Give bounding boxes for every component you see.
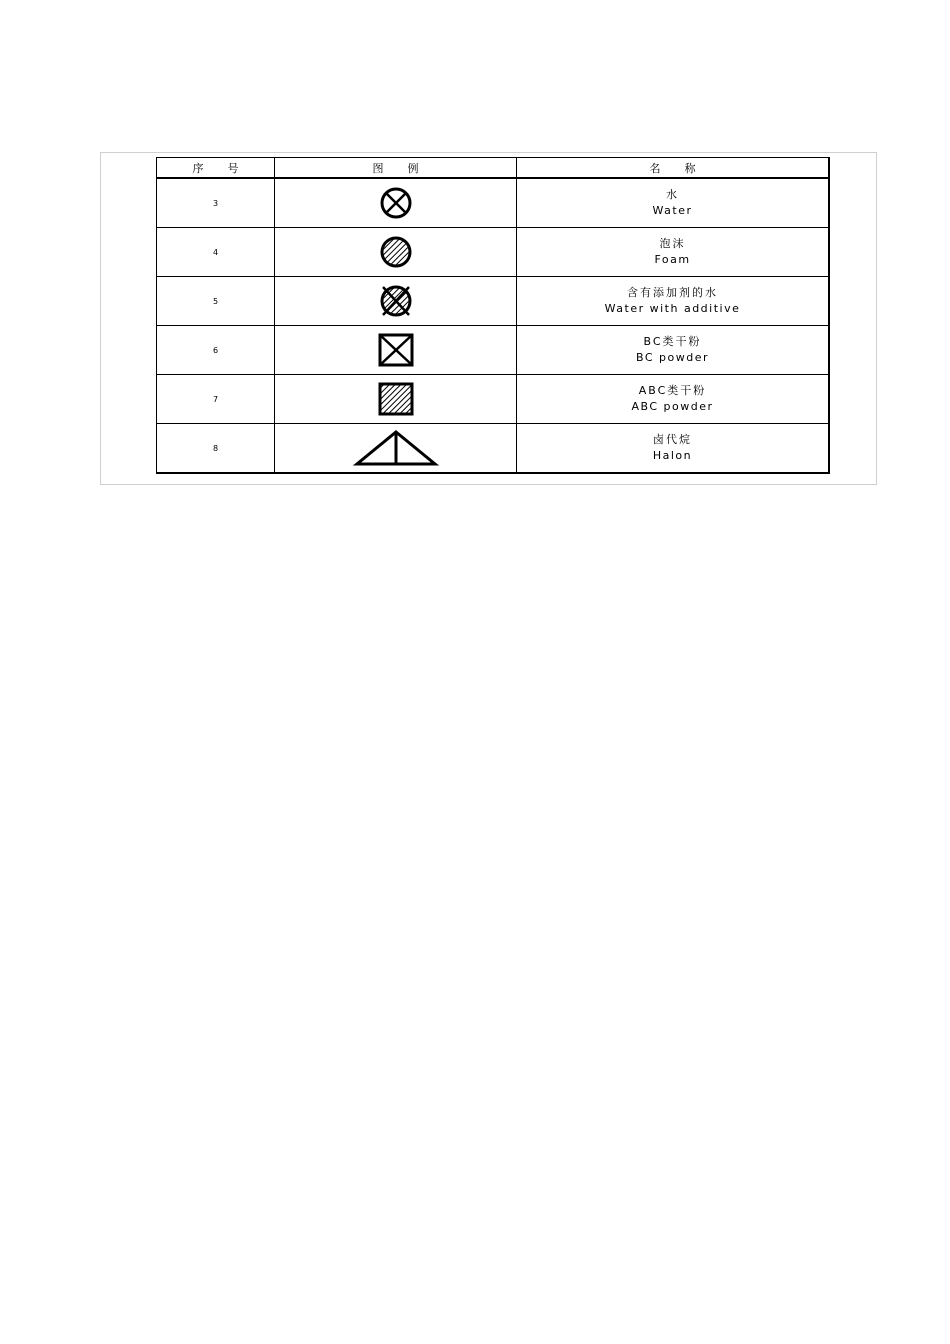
header-name: 名称 [517,158,830,179]
row-number: 5 [157,277,275,326]
table-row [157,277,830,326]
table-row [157,375,830,424]
row-number: 6 [157,326,275,375]
table-header-row [157,158,830,179]
name-english: Halon [652,449,693,462]
table-row [157,228,830,277]
name-chinese: 水 [666,188,679,201]
row-number: 7 [157,375,275,424]
hatched-circle-icon [366,232,426,272]
square-cross-icon [366,330,426,370]
table-row [157,424,830,474]
name-chinese: BC类干粉 [643,335,702,348]
row-number: 3 [157,178,275,228]
circle-cross-icon [366,183,426,223]
table-row [157,326,830,375]
name-english: Water [652,204,693,217]
name-english: BC powder [635,351,709,364]
name-english: ABC powder [631,400,714,413]
header-symbol: 图例 [275,158,517,179]
name-english: Foam [654,253,691,266]
triangle-icon [351,428,441,468]
name-english: Water with additive [604,302,741,315]
header-no: 序号 [157,158,275,179]
row-number: 4 [157,228,275,277]
name-chinese: ABC类干粉 [638,384,707,397]
name-chinese: 泡沫 [659,237,686,250]
table-row [157,178,830,228]
hatched-circle-cross-icon [366,281,426,321]
hatched-square-icon [366,379,426,419]
name-chinese: 卤代烷 [653,433,692,446]
row-number: 8 [157,424,275,474]
name-chinese: 含有添加剂的水 [627,286,718,299]
fire-extinguishing-agent-legend-table [156,157,830,474]
